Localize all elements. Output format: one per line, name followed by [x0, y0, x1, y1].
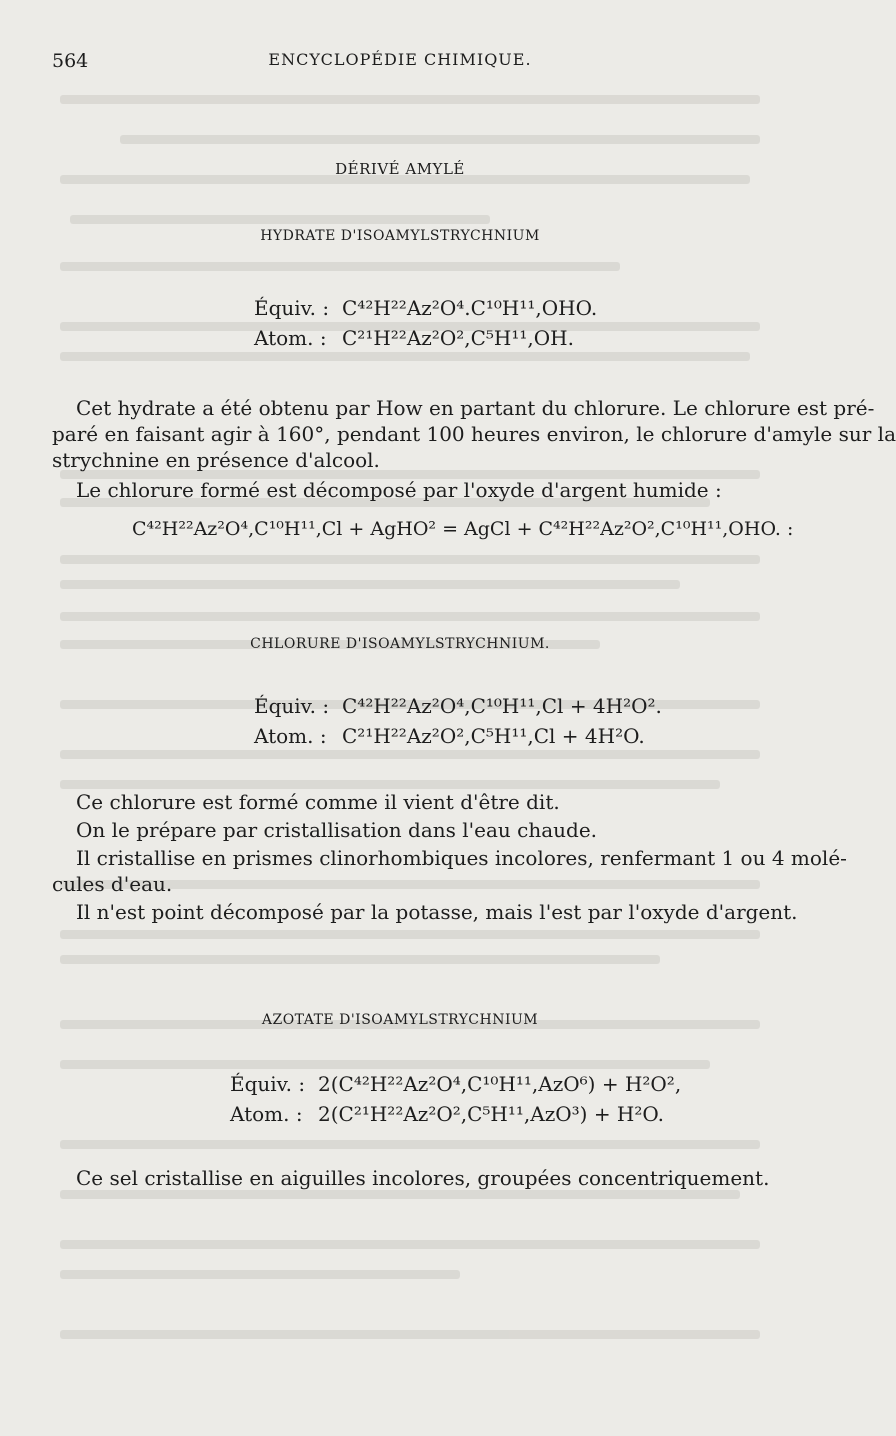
paragraph-line: Cet hydrate a été obtenu par How en partant du chlorure. Le chlorure est pré- — [76, 396, 875, 420]
atom-formula-text: C²¹H²²Az²O²,C⁵H¹¹,OH. — [342, 326, 574, 350]
running-title: ENCYCLOPÉDIE CHIMIQUE. — [268, 50, 532, 69]
chlorure-equiv-formula — [254, 694, 662, 718]
reaction-equation: C⁴²H²²Az²O⁴,C¹⁰H¹¹,Cl + AgHO² = AgCl + C⁴²H²²Az²O²,C¹⁰H¹¹,OHO. : — [132, 518, 794, 540]
paragraph-line: Il cristallise en prismes clinorhombiques incolores, renfermant 1 ou 4 molé- — [76, 846, 847, 870]
paragraph-line: paré en faisant agir à 160°, pendant 100 heures environ, le chlorure d'amyle sur la — [52, 422, 896, 446]
section-subtitle-hydrate: HYDRATE D'ISOAMYLSTRYCHNIUM — [260, 228, 540, 244]
azotate-atom-formula — [230, 1102, 664, 1126]
equiv-label: Équiv. : — [230, 1072, 306, 1096]
paragraph-line: On le prépare par cristallisation dans l'eau chaude. — [76, 818, 598, 842]
equiv-label: Équiv. : — [254, 296, 330, 320]
hydrate-equiv-formula — [254, 296, 597, 320]
equiv-formula-text: C⁴²H²²Az²O⁴.C¹⁰H¹¹,OHO. — [342, 296, 598, 320]
chlorure-atom-formula — [254, 724, 645, 748]
equiv-formula-text: 2(C⁴²H²²Az²O⁴,C¹⁰H¹¹,AzO⁶) + H²O², — [318, 1072, 682, 1096]
section-title-chlorure: CHLORURE D'ISOAMYLSTRYCHNIUM. — [250, 636, 550, 652]
atom-label: Atom. : — [254, 724, 327, 748]
section-title-amyl-derivative: DÉRIVÉ AMYLÉ — [335, 160, 465, 178]
section-title-azotate: AZOTATE D'ISOAMYLSTRYCHNIUM — [261, 1012, 539, 1028]
equiv-label: Équiv. : — [254, 694, 330, 718]
paragraph-line: strychnine en présence d'alcool. — [52, 448, 380, 472]
atom-label: Atom. : — [254, 326, 327, 350]
equiv-formula-text: C⁴²H²²Az²O⁴,C¹⁰H¹¹,Cl + 4H²O². — [342, 694, 662, 718]
atom-label: Atom. : — [230, 1102, 303, 1126]
paragraph-line: Le chlorure formé est décomposé par l'oxyde d'argent humide : — [76, 478, 722, 502]
hydrate-atom-formula — [254, 326, 574, 350]
paragraph-line: Ce chlorure est formé comme il vient d'être dit. — [76, 790, 560, 814]
page-number: 564 — [52, 50, 89, 72]
paragraph-line: cules d'eau. — [52, 872, 173, 896]
paragraph-line: Ce sel cristallise en aiguilles incolores, groupées concentriquement. — [76, 1166, 770, 1190]
paragraph-line: Il n'est point décomposé par la potasse, mais l'est par l'oxyde d'argent. — [76, 900, 798, 924]
atom-formula-text: C²¹H²²Az²O²,C⁵H¹¹,Cl + 4H²O. — [342, 724, 645, 748]
atom-formula-text: 2(C²¹H²²Az²O²,C⁵H¹¹,AzO³) + H²O. — [318, 1102, 664, 1126]
azotate-equiv-formula — [230, 1072, 681, 1096]
